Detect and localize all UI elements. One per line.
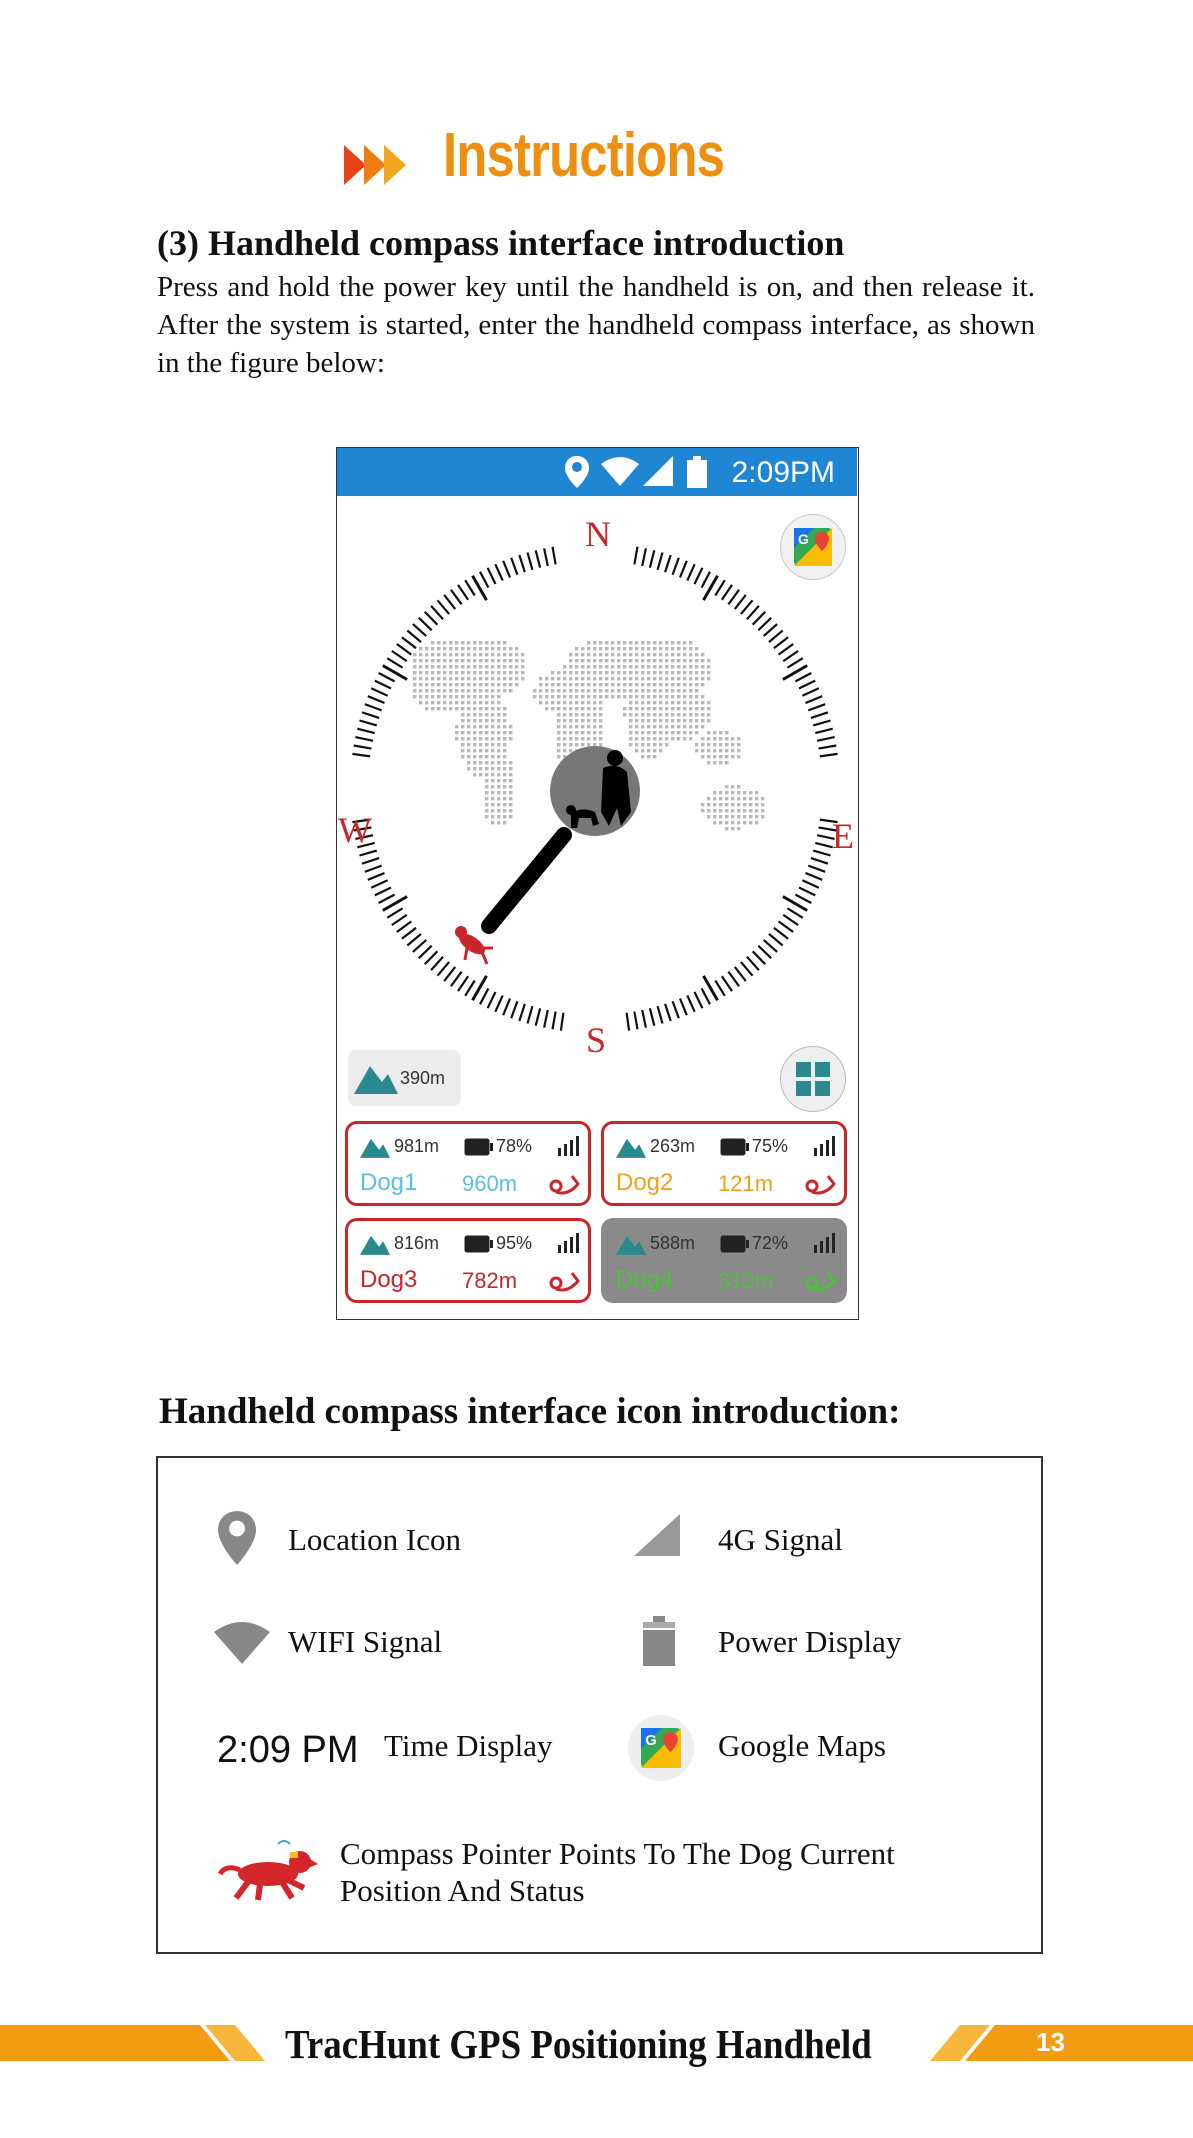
compass-east-label: E <box>832 816 854 856</box>
page-heading: Instructions <box>443 121 725 190</box>
compass-north-label: N <box>585 514 611 554</box>
dog-altitude: 263m <box>650 1136 696 1156</box>
dog-battery: 78% <box>496 1136 533 1156</box>
status-bar <box>337 448 857 496</box>
legend-pointer-label-line2: Position And Status <box>340 1873 585 1908</box>
location-icon <box>218 1510 256 1566</box>
grid-icon <box>796 1062 830 1096</box>
compass-west-label: W <box>338 810 372 850</box>
mountain-icon <box>360 1233 390 1255</box>
intro-paragraph: Press and hold the power key until the handheld is on, and then release it. After the system is started, enter the handheld compass interface, as shown in the figure below: <box>157 271 1035 379</box>
section-title: (3) Handheld compass interface introduction <box>157 223 845 263</box>
signal-bars-icon <box>814 1136 836 1156</box>
dog-altitude: 816m <box>394 1233 440 1253</box>
4g-signal-icon <box>634 1514 680 1556</box>
legend-time-label: Time Display <box>384 1728 553 1763</box>
dog-card-2[interactable] <box>601 1121 847 1206</box>
page-number: 13 <box>1036 2027 1065 2057</box>
dog-name: Dog3 <box>360 1266 418 1293</box>
svg-text:G: G <box>798 531 809 547</box>
distance-route-icon <box>548 1172 584 1196</box>
battery-icon <box>687 456 707 488</box>
google-maps-icon <box>641 1728 681 1768</box>
menu-grid-button[interactable] <box>780 1046 846 1112</box>
mountain-icon <box>360 1136 390 1158</box>
dog-name: Dog2 <box>616 1169 674 1196</box>
altitude-value: 390m <box>400 1068 446 1088</box>
battery-icon <box>720 1138 750 1156</box>
dog-altitude: 588m <box>650 1233 696 1253</box>
dog-card-3[interactable] <box>345 1218 591 1303</box>
dog-distance: 121m <box>718 1171 774 1196</box>
signal-bars-icon <box>814 1233 836 1253</box>
footer-decoration-left <box>0 2025 265 2061</box>
handheld-screen <box>336 447 859 1320</box>
dog-name: Dog1 <box>360 1169 418 1196</box>
header-arrows-icon <box>344 140 419 190</box>
legend-pointer-label-line1: Compass Pointer Points To The Dog Current <box>340 1836 895 1871</box>
distance-route-icon <box>548 1269 584 1293</box>
battery-icon <box>464 1138 494 1156</box>
legend-4g-label: 4G Signal <box>718 1522 843 1557</box>
mountain-icon <box>616 1136 646 1158</box>
dog-name: Dog4 <box>616 1266 674 1293</box>
status-time: 2:09PM <box>731 456 835 489</box>
legend-location-label: Location Icon <box>288 1522 462 1557</box>
signal-bars-icon <box>558 1233 580 1253</box>
red-dog-icon <box>218 1838 318 1904</box>
legend-wifi-label: WIFI Signal <box>288 1624 443 1659</box>
battery-icon <box>643 1616 675 1666</box>
mountain-icon <box>354 1062 398 1094</box>
dog-card-4[interactable] <box>601 1218 847 1303</box>
dog-distance: 782m <box>462 1268 518 1293</box>
legend-power-label: Power Display <box>718 1624 902 1659</box>
dog-distance: 960m <box>462 1171 518 1196</box>
wifi-signal-icon <box>601 456 639 486</box>
location-icon <box>565 456 589 488</box>
dog-battery: 75% <box>752 1136 789 1156</box>
hunter-icon <box>550 746 640 836</box>
battery-icon <box>464 1235 494 1253</box>
battery-icon <box>720 1235 750 1253</box>
time-display-sample: 2:09 PM <box>217 1729 359 1771</box>
dog-battery: 72% <box>752 1233 789 1253</box>
google-maps-button[interactable] <box>780 514 846 580</box>
dog-distance: 312m <box>718 1268 774 1293</box>
wifi-signal-icon <box>214 1620 270 1664</box>
google-maps-legend-icon <box>628 1715 694 1781</box>
svg-text:G: G <box>645 1732 657 1749</box>
legend-maps-label: Google Maps <box>718 1728 886 1763</box>
dog-card-1[interactable] <box>345 1121 591 1206</box>
google-maps-icon <box>794 528 832 566</box>
altitude-display <box>348 1050 461 1106</box>
icon-section-heading: Handheld compass interface icon introduction: <box>159 1391 901 1432</box>
distance-route-icon <box>804 1172 840 1196</box>
compass-south-label: S <box>585 1020 607 1056</box>
signal-bars-icon <box>558 1136 580 1156</box>
distance-route-icon <box>804 1269 840 1293</box>
4g-signal-icon <box>643 456 673 486</box>
compass-pointer <box>489 835 564 926</box>
dog-battery: 95% <box>496 1233 533 1253</box>
dog-altitude: 981m <box>394 1136 440 1156</box>
compass-dial <box>337 496 857 1056</box>
icon-legend-box <box>156 1456 1043 1954</box>
mountain-icon <box>616 1233 646 1255</box>
footer-title: TracHunt GPS Positioning Handheld <box>285 2021 872 2067</box>
